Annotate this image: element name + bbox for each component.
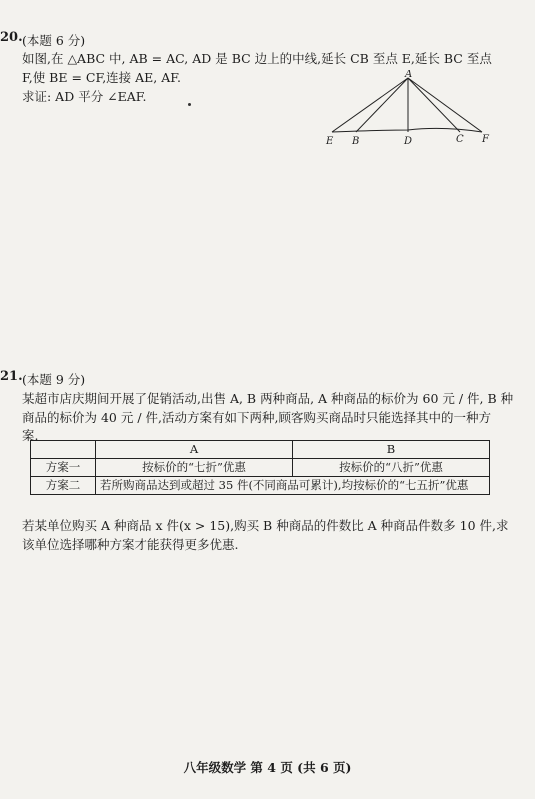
question-20-number: 20.: [0, 30, 23, 45]
label-B: B: [352, 136, 360, 147]
page-footer: 八年级数学 第 4 页 (共 6 页): [183, 760, 352, 775]
row-label-plan-2: 方案二: [31, 477, 96, 495]
label-E: E: [326, 136, 334, 147]
question-21-number: 21.: [0, 369, 23, 384]
column-header-b: B: [292, 441, 489, 459]
question-21-line-3: 案.: [22, 428, 39, 443]
plan-2-cell: 若所购商品达到或超过 35 件(不同商品可累计),均按标价的“七五折”优惠: [96, 477, 490, 495]
table-header-row: [31, 441, 490, 459]
table-row: [31, 477, 490, 495]
table-corner-cell: [31, 441, 96, 459]
column-header-a: A: [96, 441, 293, 459]
segment-AE: [332, 78, 408, 132]
ink-speck: [188, 103, 191, 106]
question-21-ask-line-1: 若某单位购买 A 种商品 x 件(x > 15),购买 B 种商品的件数比 A 种商品件数多 10 件,求: [22, 518, 509, 533]
question-20-score: (本题 6 分): [22, 33, 86, 48]
segment-AF: [408, 78, 482, 132]
label-C: C: [456, 134, 464, 145]
question-21-ask-line-2: 该单位选择哪种方案才能获得更多优惠.: [22, 537, 239, 552]
question-20-line-1: 如图,在 △ABC 中, AB = AC, AD 是 BC 边上的中线,延长 CB 至点 E,延长 BC 至点: [22, 51, 492, 66]
question-20-line-2: F,使 BE = CF,连接 AE, AF.: [22, 70, 181, 85]
plan-1-a-cell: 按标价的“七折”优惠: [96, 459, 293, 477]
plan-1-b-cell: 按标价的“八折”优惠: [292, 459, 489, 477]
table-row: [31, 459, 490, 477]
row-label-plan-1: 方案一: [31, 459, 96, 477]
segment-AC: [408, 78, 460, 132]
question-21-score: (本题 9 分): [22, 372, 86, 387]
question-21-line-1: 某超市店庆期间开展了促销活动,出售 A, B 两种商品, A 种商品的标价为 60 元 / 件, B 种: [22, 391, 514, 406]
label-A: A: [405, 70, 413, 80]
triangle-figure: [322, 70, 502, 150]
question-21-line-2: 商品的标价为 40 元 / 件,活动方案有如下两种,顾客购买商品时只能选择其中的一种方: [22, 410, 491, 425]
question-20-line-3: 求证: AD 平分 ∠EAF.: [22, 89, 147, 104]
label-D: D: [404, 136, 413, 147]
label-F: F: [482, 134, 489, 145]
promotion-table: [30, 440, 490, 495]
segment-AB: [356, 78, 408, 132]
